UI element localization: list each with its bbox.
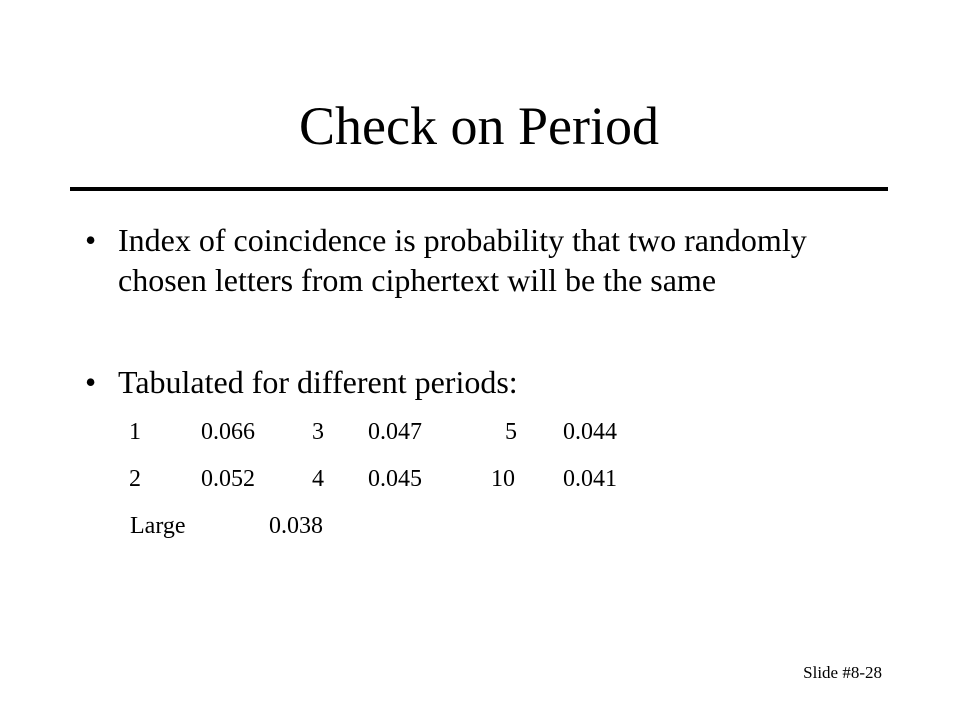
table-cell-ic: 0.041	[563, 466, 617, 492]
table-cell-period: 1	[129, 419, 141, 445]
table-cell-period: 5	[505, 419, 517, 445]
bullet-item	[85, 220, 855, 340]
table-cell-period: 10	[491, 466, 515, 492]
table-cell-ic: 0.044	[563, 419, 617, 445]
bullet-dot: •	[85, 364, 97, 400]
slide-number: Slide #8-28	[803, 663, 882, 682]
bullet-text: Index of coincidence is probability that two randomly chosen letters from ciphertext will be the same	[118, 222, 807, 298]
table-cell-ic: 0.047	[368, 419, 422, 445]
table-cell-ic: 0.045	[368, 466, 422, 492]
table-cell-period: 4	[312, 466, 324, 492]
table-large-label: Large	[130, 513, 186, 539]
table-cell-period: 3	[312, 419, 324, 445]
table-cell-period: 2	[129, 466, 141, 492]
table-cell-ic: 0.066	[201, 419, 255, 445]
bullet-item	[85, 362, 855, 402]
table-cell-ic: 0.052	[201, 466, 255, 492]
bullet-text: Tabulated for different periods:	[118, 364, 518, 400]
slide-title: Check on Period	[299, 96, 659, 156]
bullet-dot: •	[85, 222, 97, 258]
table-large-value: 0.038	[269, 513, 323, 539]
title-underline	[70, 187, 888, 191]
